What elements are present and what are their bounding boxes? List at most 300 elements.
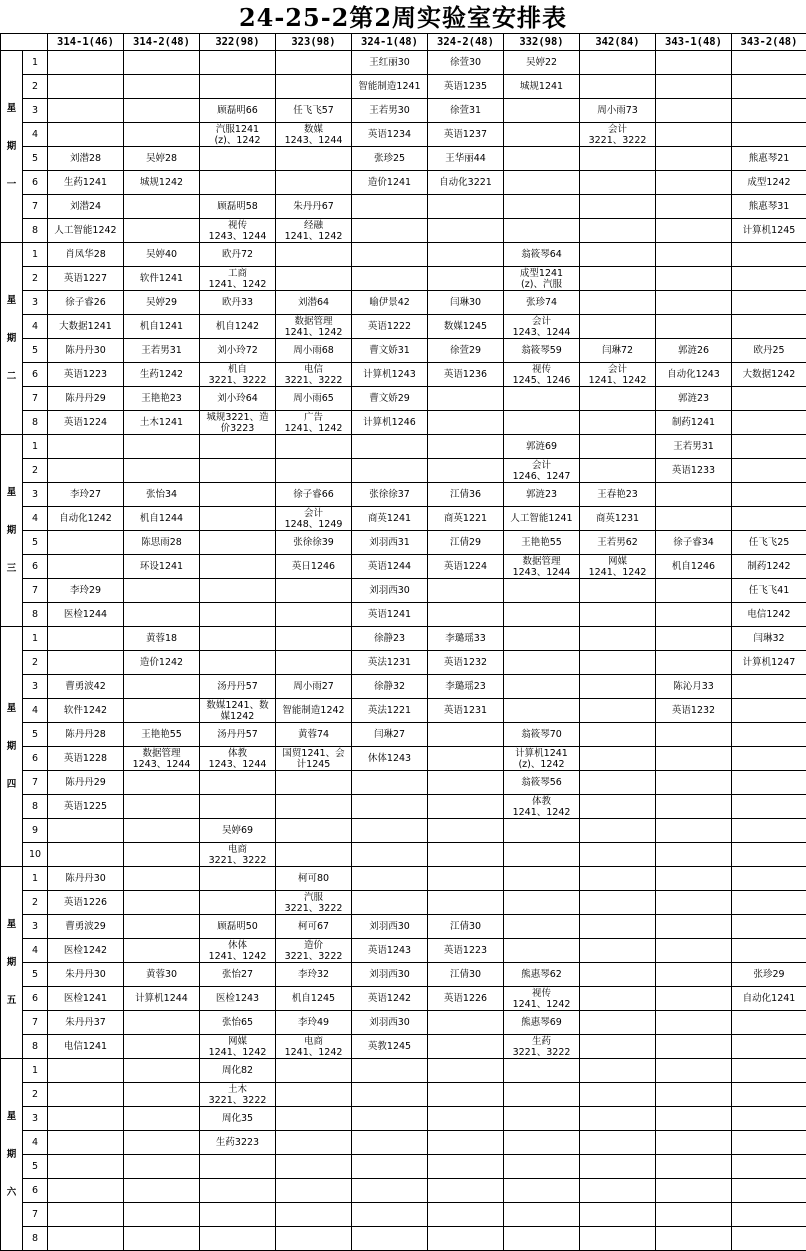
entry-text: 陈丹丹30 [48, 345, 123, 356]
entry-text: 张怡65 [200, 1017, 275, 1028]
schedule-cell [276, 219, 352, 243]
schedule-cell [428, 1227, 504, 1251]
entry-text: 徐萱31 [428, 105, 503, 116]
schedule-cell [504, 291, 580, 315]
entry-text: 医检1243 [200, 993, 275, 1004]
schedule-cell [504, 915, 580, 939]
schedule-cell [504, 507, 580, 531]
schedule-cell [580, 1011, 656, 1035]
entry-text: 计算机1246 [352, 417, 427, 428]
schedule-cell [276, 1227, 352, 1251]
schedule-cell [124, 531, 200, 555]
schedule-cell [200, 1011, 276, 1035]
entry-text: 陈丹丹29 [48, 393, 123, 404]
period-row [1, 147, 806, 171]
schedule-cell [504, 1227, 580, 1251]
period-number: 4 [23, 1131, 48, 1155]
period-row [1, 771, 806, 795]
entry-text: 商英1221 [428, 513, 503, 524]
entry-text: 英语1228 [48, 753, 123, 764]
schedule-cell [580, 483, 656, 507]
schedule-cell [48, 483, 124, 507]
period-number: 1 [23, 1059, 48, 1083]
schedule-cell [276, 1059, 352, 1083]
schedule-cell [732, 1179, 806, 1203]
period-row [1, 555, 806, 579]
schedule-cell [200, 531, 276, 555]
schedule-cell [352, 771, 428, 795]
schedule-cell [48, 1011, 124, 1035]
schedule-cell [200, 75, 276, 99]
entry-text: 张珍74 [504, 297, 579, 308]
schedule-cell [428, 915, 504, 939]
entry-text: 李璐瑶23 [428, 681, 503, 692]
entry-text: 黄蓉74 [276, 729, 351, 740]
schedule-cell [124, 459, 200, 483]
schedule-cell [200, 1059, 276, 1083]
schedule-cell [276, 555, 352, 579]
schedule-cell [48, 219, 124, 243]
entry-text: 城规1241 [504, 81, 579, 92]
period-row [1, 195, 806, 219]
schedule-cell [124, 675, 200, 699]
schedule-cell [504, 1011, 580, 1035]
schedule-cell [504, 579, 580, 603]
entry-text: 自动化1243 [656, 369, 731, 380]
entry-text: 环设1241 [124, 561, 199, 572]
period-row [1, 915, 806, 939]
entry-text: 经融 [276, 220, 351, 231]
schedule-cell [200, 1131, 276, 1155]
schedule-cell [124, 555, 200, 579]
entry-text: 英语1223 [428, 945, 503, 956]
schedule-cell [276, 747, 352, 771]
period-row [1, 651, 806, 675]
schedule-cell [200, 147, 276, 171]
schedule-cell [124, 867, 200, 891]
entry-text: 英语1224 [48, 417, 123, 428]
schedule-cell [428, 867, 504, 891]
schedule-cell [200, 915, 276, 939]
schedule-cell [504, 627, 580, 651]
schedule-cell [504, 1059, 580, 1083]
schedule-cell [124, 1131, 200, 1155]
schedule-cell [48, 987, 124, 1011]
entry-text: 软件1241 [124, 273, 199, 284]
schedule-cell [656, 387, 732, 411]
schedule-cell [124, 99, 200, 123]
schedule-cell [656, 747, 732, 771]
entry-text: 郭涟69 [504, 441, 579, 452]
schedule-cell [428, 267, 504, 291]
schedule-cell [200, 123, 276, 147]
schedule-cell [48, 1107, 124, 1131]
schedule-cell [352, 987, 428, 1011]
schedule-cell [732, 1035, 806, 1059]
day-label-char: 期 [1, 944, 22, 982]
day-label-char: 星 [1, 906, 22, 944]
period-number: 1 [23, 243, 48, 267]
schedule-cell [352, 219, 428, 243]
schedule-cell [504, 843, 580, 867]
schedule-cell [428, 723, 504, 747]
entry-text: 电信1241 [48, 1041, 123, 1052]
period-number: 7 [23, 387, 48, 411]
schedule-cell [48, 1083, 124, 1107]
day-label-char: 期 [1, 512, 22, 550]
schedule-cell [352, 891, 428, 915]
day-label [1, 51, 23, 243]
schedule-cell [428, 459, 504, 483]
period-row [1, 1059, 806, 1083]
period-number: 7 [23, 195, 48, 219]
entry-text: 人工智能1242 [48, 225, 123, 236]
entry-text: 江倩30 [428, 969, 503, 980]
schedule-cell [276, 771, 352, 795]
schedule-cell [352, 1131, 428, 1155]
period-row [1, 747, 806, 771]
entry-text: 陈丹丹29 [48, 777, 123, 788]
period-row [1, 483, 806, 507]
entry-text: 造价 [276, 940, 351, 951]
schedule-cell [732, 531, 806, 555]
schedule-cell [580, 459, 656, 483]
schedule-cell [656, 1179, 732, 1203]
entry-text: 英语1243 [352, 945, 427, 956]
room-header: 322(98) [200, 34, 276, 51]
entry-text: 闫琳27 [352, 729, 427, 740]
entry-text: 顾磊明50 [200, 921, 275, 932]
schedule-cell [656, 123, 732, 147]
period-number: 1 [23, 627, 48, 651]
schedule-cell [48, 1179, 124, 1203]
entry-text: 英语1226 [428, 993, 503, 1004]
schedule-cell [276, 75, 352, 99]
entry-text: 英法1221 [352, 705, 427, 716]
schedule-cell [504, 1131, 580, 1155]
schedule-cell [732, 507, 806, 531]
schedule-cell [352, 459, 428, 483]
schedule-cell [276, 339, 352, 363]
schedule-cell [352, 1035, 428, 1059]
header-row [1, 34, 806, 51]
schedule-cell [48, 123, 124, 147]
schedule-cell [200, 315, 276, 339]
schedule-cell [428, 75, 504, 99]
period-number: 6 [23, 171, 48, 195]
entry-text: 商英1241 [352, 513, 427, 524]
schedule-cell [428, 987, 504, 1011]
schedule-cell [48, 747, 124, 771]
schedule-cell [428, 147, 504, 171]
entry-text: 闫琳72 [580, 345, 655, 356]
entry-subtext: 价3223 [200, 423, 275, 434]
schedule-cell [504, 219, 580, 243]
entry-text: 计算机1241 [504, 748, 579, 759]
schedule-cell [276, 651, 352, 675]
schedule-cell [580, 1227, 656, 1251]
schedule-cell [504, 195, 580, 219]
entry-text: 刘羽西30 [352, 921, 427, 932]
period-number: 10 [23, 843, 48, 867]
schedule-cell [276, 459, 352, 483]
schedule-cell [428, 171, 504, 195]
schedule-cell [732, 1011, 806, 1035]
entry-subtext: 3221、3222 [276, 951, 351, 962]
schedule-cell [656, 603, 732, 627]
entry-text: 朱丹丹37 [48, 1017, 123, 1028]
schedule-cell [200, 411, 276, 435]
schedule-cell [124, 1155, 200, 1179]
schedule-cell [428, 243, 504, 267]
entry-text: 黄蓉18 [124, 633, 199, 644]
schedule-cell [352, 267, 428, 291]
schedule-cell [656, 1131, 732, 1155]
entry-text: 生药 [504, 1036, 579, 1047]
entry-text: 刘羽西30 [352, 585, 427, 596]
schedule-cell [656, 1011, 732, 1035]
schedule-cell [352, 867, 428, 891]
schedule-cell [276, 195, 352, 219]
schedule-cell [48, 651, 124, 675]
schedule-cell [732, 867, 806, 891]
schedule-cell [48, 723, 124, 747]
schedule-cell [48, 915, 124, 939]
schedule-cell [276, 699, 352, 723]
entry-text: 计算机1244 [124, 993, 199, 1004]
schedule-cell [428, 123, 504, 147]
schedule-cell [124, 75, 200, 99]
schedule-cell [580, 1155, 656, 1179]
schedule-cell [428, 579, 504, 603]
period-number: 2 [23, 651, 48, 675]
entry-text: 江倩29 [428, 537, 503, 548]
period-row [1, 1083, 806, 1107]
schedule-cell [504, 459, 580, 483]
period-number: 7 [23, 1203, 48, 1227]
schedule-cell [200, 507, 276, 531]
schedule-cell [428, 507, 504, 531]
schedule-cell [580, 819, 656, 843]
schedule-cell [124, 219, 200, 243]
schedule-cell [656, 291, 732, 315]
schedule-cell [656, 555, 732, 579]
schedule-cell [352, 555, 428, 579]
schedule-cell [732, 723, 806, 747]
schedule-cell [48, 555, 124, 579]
entry-text: 熊惠琴31 [732, 201, 806, 212]
schedule-cell [732, 651, 806, 675]
entry-text: 休体 [200, 940, 275, 951]
schedule-cell [656, 771, 732, 795]
period-number: 3 [23, 291, 48, 315]
schedule-cell [276, 1179, 352, 1203]
schedule-cell [276, 483, 352, 507]
entry-text: 刘潜28 [48, 153, 123, 164]
schedule-cell [48, 1035, 124, 1059]
entry-text: 英语1227 [48, 273, 123, 284]
entry-text: 吴婷28 [124, 153, 199, 164]
schedule-cell [48, 1131, 124, 1155]
period-row [1, 699, 806, 723]
schedule-cell [656, 507, 732, 531]
day-label-char: 四 [1, 766, 22, 804]
entry-text: 英语1226 [48, 897, 123, 908]
schedule-cell [124, 771, 200, 795]
schedule-cell [48, 1203, 124, 1227]
period-number: 4 [23, 939, 48, 963]
schedule-cell [732, 171, 806, 195]
schedule-cell [656, 435, 732, 459]
schedule-cell [732, 819, 806, 843]
schedule-cell [200, 291, 276, 315]
schedule-cell [200, 99, 276, 123]
schedule-cell [656, 411, 732, 435]
schedule-cell [428, 939, 504, 963]
day-label-char: 五 [1, 982, 22, 1020]
schedule-cell [276, 1203, 352, 1227]
schedule-cell [732, 147, 806, 171]
schedule-cell [580, 843, 656, 867]
entry-text: 郭涟26 [656, 345, 731, 356]
entry-text: 李璐瑶33 [428, 633, 503, 644]
schedule-cell [580, 291, 656, 315]
schedule-cell [48, 99, 124, 123]
entry-text: 陈思雨28 [124, 537, 199, 548]
schedule-cell [732, 699, 806, 723]
schedule-cell [124, 651, 200, 675]
room-header: 324-2(48) [428, 34, 504, 51]
schedule-cell [580, 1179, 656, 1203]
entry-text: 会计 [580, 124, 655, 135]
entry-text: 机自1241 [124, 321, 199, 332]
entry-text: 电信1242 [732, 609, 806, 620]
schedule-cell [124, 243, 200, 267]
entry-text: 英日1246 [276, 561, 351, 572]
schedule-cell [276, 579, 352, 603]
schedule-cell [656, 99, 732, 123]
period-row [1, 675, 806, 699]
schedule-cell [656, 867, 732, 891]
schedule-cell [352, 51, 428, 75]
schedule-cell [428, 195, 504, 219]
entry-text: 成型1241 [504, 268, 579, 279]
schedule-cell [124, 291, 200, 315]
schedule-cell [428, 1059, 504, 1083]
entry-text: 英语1236 [428, 369, 503, 380]
schedule-cell [504, 1083, 580, 1107]
schedule-cell [428, 411, 504, 435]
schedule-cell [656, 819, 732, 843]
schedule-cell [352, 747, 428, 771]
schedule-cell [504, 483, 580, 507]
schedule-cell [732, 843, 806, 867]
schedule-cell [276, 99, 352, 123]
entry-text: 广告 [276, 412, 351, 423]
schedule-cell [656, 723, 732, 747]
period-row [1, 243, 806, 267]
entry-text: 喻伊景42 [352, 297, 427, 308]
period-number: 4 [23, 315, 48, 339]
schedule-cell [276, 51, 352, 75]
entry-subtext: 3221、3222 [504, 1047, 579, 1058]
schedule-cell [656, 339, 732, 363]
entry-text: 曹勇波29 [48, 921, 123, 932]
schedule-cell [276, 147, 352, 171]
schedule-cell [428, 1035, 504, 1059]
schedule-cell [580, 651, 656, 675]
entry-text: 电商 [200, 844, 275, 855]
schedule-cell [656, 1227, 732, 1251]
entry-text: 机自1246 [656, 561, 731, 572]
schedule-cell [124, 843, 200, 867]
entry-text: 视传 [504, 364, 579, 375]
schedule-cell [428, 651, 504, 675]
entry-text: 体教 [504, 796, 579, 807]
schedule-cell [276, 891, 352, 915]
schedule-cell [48, 147, 124, 171]
entry-text: 任飞飞41 [732, 585, 806, 596]
period-number: 3 [23, 99, 48, 123]
entry-text: 数媒1241、数 [200, 700, 275, 711]
schedule-cell [732, 411, 806, 435]
entry-text: 张徐徐39 [276, 537, 351, 548]
schedule-cell [656, 459, 732, 483]
schedule-cell [352, 147, 428, 171]
entry-subtext: 1241、1242 [580, 375, 655, 386]
schedule-cell [428, 1155, 504, 1179]
schedule-cell [352, 675, 428, 699]
schedule-cell [656, 483, 732, 507]
entry-text: 英语1232 [656, 705, 731, 716]
period-number: 6 [23, 1179, 48, 1203]
entry-text: 朱丹丹30 [48, 969, 123, 980]
schedule-cell [656, 1203, 732, 1227]
entry-text: 机自1245 [276, 993, 351, 1004]
schedule-cell [200, 771, 276, 795]
schedule-cell [200, 1155, 276, 1179]
entry-text: 张珍25 [352, 153, 427, 164]
period-number: 8 [23, 219, 48, 243]
schedule-cell [504, 435, 580, 459]
schedule-cell [200, 195, 276, 219]
schedule-cell [352, 387, 428, 411]
schedule-table [0, 33, 806, 1251]
room-header: 332(98) [504, 34, 580, 51]
schedule-cell [504, 555, 580, 579]
schedule-cell [276, 795, 352, 819]
entry-text: 周小雨73 [580, 105, 655, 116]
entry-text: 张珍29 [732, 969, 806, 980]
entry-text: 数据管理 [276, 316, 351, 327]
entry-text: 闫琳30 [428, 297, 503, 308]
schedule-cell [732, 1083, 806, 1107]
schedule-cell [428, 1131, 504, 1155]
entry-subtext: 1248、1249 [276, 519, 351, 530]
entry-text: 王艳艳55 [504, 537, 579, 548]
schedule-cell [200, 699, 276, 723]
entry-text: 机自1242 [200, 321, 275, 332]
entry-subtext: 1243、1244 [504, 327, 579, 338]
schedule-cell [124, 1035, 200, 1059]
period-row [1, 51, 806, 75]
schedule-cell [580, 363, 656, 387]
entry-text: 吴婷22 [504, 57, 579, 68]
schedule-cell [200, 987, 276, 1011]
period-number: 5 [23, 723, 48, 747]
period-row [1, 627, 806, 651]
schedule-cell [48, 795, 124, 819]
